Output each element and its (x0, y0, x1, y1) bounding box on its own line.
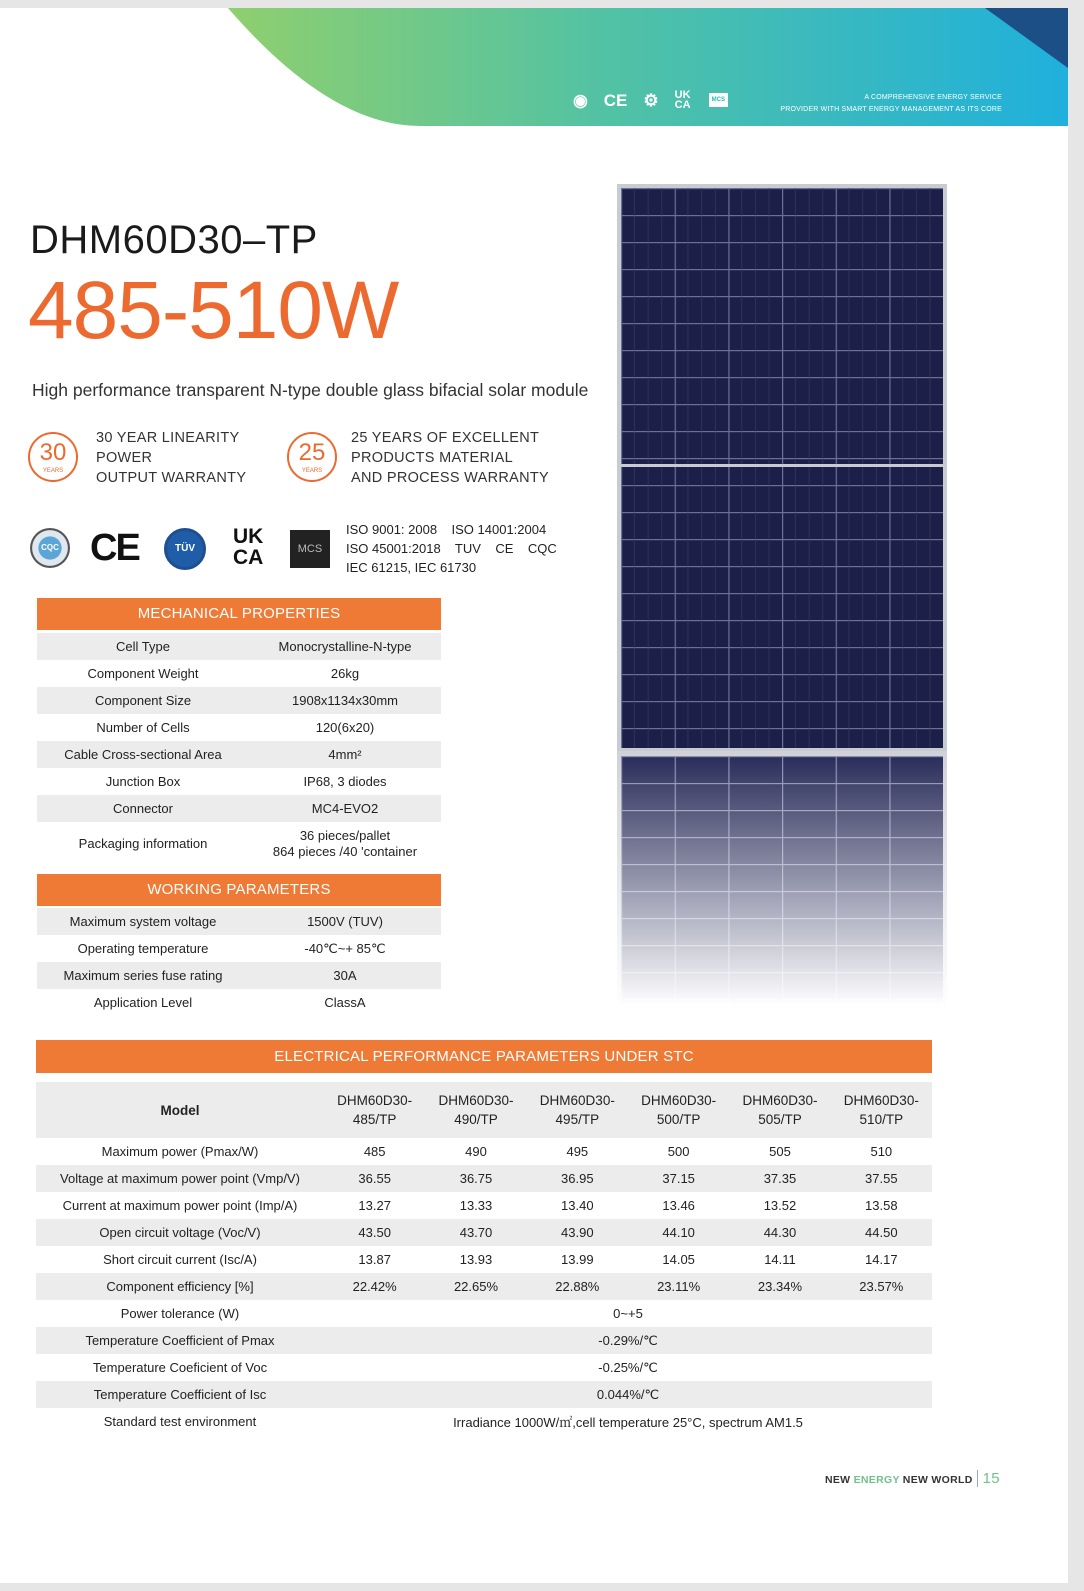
warranty-30-badge (28, 432, 78, 482)
table-row (36, 1165, 932, 1192)
row-label: Number of Cells (96, 720, 190, 735)
tuv-strip-icon: ⚙ (643, 90, 659, 110)
warranty-25-badge (287, 432, 337, 482)
table-row (37, 795, 441, 822)
tuv-logo: TÜV (164, 528, 206, 570)
uk-text: UK (233, 525, 264, 548)
model-column-header (831, 1082, 932, 1138)
certification-line: ISO 45001:2018 TUV CE CQC (346, 541, 557, 556)
row-value: 14.11 (764, 1252, 796, 1267)
datasheet-page (0, 8, 1068, 1583)
model-name-line: 490/TP (454, 1112, 498, 1127)
row-value: 510 (870, 1144, 893, 1159)
row-value: 0~+5 (613, 1306, 643, 1321)
row-value: 22.42% (324, 1273, 425, 1300)
model-column-header (729, 1082, 830, 1138)
model-name-line: 510/TP (859, 1112, 904, 1127)
warranty-line: AND PROCESS WARRANTY (351, 470, 550, 486)
table-row (37, 714, 441, 741)
table-row (36, 1138, 932, 1165)
model-name-line: DHM60D30- (843, 1093, 919, 1108)
row-value: 23.57% (831, 1273, 932, 1300)
row-value: IP68, 3 diodes (303, 774, 387, 789)
row-label: Cable Cross-sectional Area (37, 741, 249, 768)
row-value: 13.58 (865, 1198, 898, 1213)
table-row (37, 935, 441, 962)
tagline-line-1: A COMPREHENSIVE ENERGY SERVICE (864, 94, 1002, 101)
mechanical-table (37, 633, 441, 866)
row-value: 23.34% (729, 1273, 830, 1300)
panel-reflection (621, 756, 943, 1006)
row-label: Application Level (93, 995, 193, 1010)
row-value: -0.29%/℃ (324, 1327, 932, 1354)
row-value: 14.17 (865, 1252, 898, 1267)
mcs-logo: MCS (290, 530, 330, 568)
table-row (36, 1246, 932, 1273)
model-name-line: DHM60D30- (641, 1093, 717, 1108)
row-value: 4mm² (249, 741, 441, 768)
row-value (249, 822, 441, 866)
certification-line: IEC 61215, IEC 61730 (346, 560, 477, 575)
product-subtitle: High performance transparent N-type double glass bifacial solar module (32, 380, 589, 400)
badge-number: 30 (39, 439, 67, 466)
row-value: 500 (667, 1144, 690, 1159)
table-row (37, 822, 441, 866)
row-value: MC4-EVO2 (249, 795, 441, 822)
table-row (36, 1381, 932, 1408)
model-name-line: 485/TP (352, 1112, 397, 1127)
footer-text: NEW WORLD (899, 1474, 973, 1486)
model-column-header (628, 1082, 729, 1138)
row-label: Packaging information (78, 836, 208, 851)
page-footer (825, 1470, 1000, 1487)
electrical-header: ELECTRICAL PERFORMANCE PARAMETERS UNDER STC (36, 1040, 932, 1073)
footer-text-green: ENERGY (853, 1474, 900, 1486)
table-row (36, 1354, 932, 1381)
row-label: Cell Type (37, 633, 249, 660)
footer-text: NEW (825, 1474, 854, 1486)
mcs-strip-label: MCS (709, 93, 728, 107)
row-label: Maximum power (Pmax/W) (101, 1144, 259, 1159)
row-value: 23.11% (628, 1273, 729, 1300)
row-label: Standard test environment (103, 1414, 257, 1429)
table-row (37, 908, 441, 935)
ca-text: CA (233, 546, 264, 569)
model-column-header (324, 1082, 425, 1138)
row-value: 0.044%/℃ (324, 1381, 932, 1408)
model-name-line: 495/TP (555, 1112, 600, 1127)
warranty-line: OUTPUT WARRANTY (96, 470, 247, 486)
row-value: 37.55 (831, 1165, 932, 1192)
row-value: 13.52 (763, 1198, 797, 1213)
row-label: Component efficiency [%] (36, 1273, 324, 1300)
warranty-25-text (351, 428, 549, 488)
working-table (37, 908, 441, 1016)
row-value: 44.10 (628, 1219, 729, 1246)
row-label: Power tolerance (W) (120, 1306, 240, 1321)
row-label: Temperature Coefficient of Pmax (36, 1327, 324, 1354)
row-value: 13.33 (459, 1198, 493, 1213)
table-row (37, 989, 441, 1016)
row-label: Junction Box (105, 774, 181, 789)
row-label: Temperature Coeficient of Voc (92, 1360, 268, 1375)
row-value: 44.50 (831, 1219, 932, 1246)
working-header: WORKING PARAMETERS (37, 874, 441, 906)
row-value: 13.40 (561, 1198, 594, 1213)
row-value: 36.75 (425, 1165, 526, 1192)
badge-number: 25 (298, 439, 326, 466)
table-row (36, 1408, 932, 1435)
ukca-logo (233, 526, 273, 568)
model-column-header: Model (36, 1082, 324, 1138)
row-value: Monocrystalline-N-type (249, 633, 441, 660)
row-value-line: 864 pieces /40 'container (272, 844, 418, 859)
row-value: 37.35 (729, 1165, 830, 1192)
electrical-table (36, 1082, 932, 1435)
row-label: Connector (37, 795, 249, 822)
model-name-line: 505/TP (758, 1112, 802, 1127)
ce-logo: CE (90, 527, 139, 569)
warranty-line: POWER (96, 450, 153, 466)
badge-unit: YEARS (42, 468, 64, 474)
row-value: 490 (465, 1144, 487, 1159)
model-name-line: DHM60D30- (438, 1093, 514, 1108)
row-label: Maximum system voltage (37, 908, 249, 935)
model-title: DHM60D30–TP (30, 218, 318, 262)
row-value: 22.88% (527, 1273, 628, 1300)
row-value: 43.50 (324, 1219, 425, 1246)
row-value: 495 (566, 1144, 589, 1159)
row-value: 14.05 (662, 1252, 695, 1267)
row-value: 120(6x20) (315, 720, 375, 735)
table-row (37, 741, 441, 768)
table-row (36, 1219, 932, 1246)
row-value: 43.70 (425, 1219, 526, 1246)
row-value: 36.95 (527, 1165, 628, 1192)
warranty-line: 30 YEAR LINEARITY (96, 430, 240, 446)
model-name-line: DHM60D30- (742, 1093, 818, 1108)
table-row (36, 1300, 932, 1327)
table-row (36, 1273, 932, 1300)
row-value: -0.25%/℃ (598, 1359, 658, 1375)
page-number: 15 (977, 1470, 1000, 1487)
row-label: Current at maximum power point (Imp/A) (62, 1198, 298, 1213)
header-tagline (780, 92, 1002, 116)
row-value: 13.93 (459, 1252, 493, 1267)
row-value-line: 36 pieces/pallet (299, 828, 391, 843)
tagline-line-2: PROVIDER WITH SMART ENERGY MANAGEMENT AS ITS CORE (780, 106, 1002, 113)
row-value: 13.27 (358, 1198, 391, 1213)
power-range: 485-510W (28, 265, 399, 356)
cqc-logo: CQC (30, 528, 70, 568)
table-row (37, 660, 441, 687)
row-value: -40℃~+ 85℃ (304, 940, 386, 956)
certification-list (346, 520, 557, 577)
row-value: 505 (769, 1144, 791, 1159)
model-name-line: DHM60D30- (539, 1093, 615, 1108)
row-label: Short circuit current (Isc/A) (103, 1252, 257, 1267)
certification-line: ISO 9001: 2008 ISO 14001:2004 (346, 522, 547, 537)
ukca-strip-label: UK CA (674, 89, 691, 111)
row-value: 43.90 (527, 1219, 628, 1246)
table-header-row (36, 1082, 932, 1138)
table-row (37, 768, 441, 795)
model-column-header (527, 1082, 628, 1138)
row-value: 13.46 (662, 1198, 695, 1213)
warranty-30-text (96, 428, 246, 488)
row-value: 22.65% (425, 1273, 526, 1300)
row-value: 13.99 (561, 1252, 594, 1267)
table-row (36, 1327, 932, 1354)
ce-strip-label: CE (603, 90, 628, 110)
badge-unit: YEARS (301, 468, 323, 474)
solar-panel-image (617, 184, 947, 752)
row-value: 26kg (330, 666, 360, 681)
row-value: 1908x1134x30mm (249, 687, 441, 714)
row-value: 13.87 (358, 1252, 391, 1267)
row-value: Irradiance 1000W/㎡,cell temperature 25°C, spectrum AM1.5 (453, 1415, 803, 1430)
row-value: 44.30 (729, 1219, 830, 1246)
row-label: Component Size (37, 687, 249, 714)
row-value: 1500V (TUV) (249, 908, 441, 935)
table-row (37, 633, 441, 660)
model-column-header (425, 1082, 526, 1138)
row-value: ClassA (324, 995, 366, 1010)
warranty-line: 25 YEARS OF EXCELLENT (351, 430, 540, 446)
row-value: 485 (363, 1144, 386, 1159)
table-row (36, 1192, 932, 1219)
row-label: Operating temperature (77, 941, 209, 956)
panel-cells (621, 188, 943, 748)
row-value: 37.15 (628, 1165, 729, 1192)
table-row (37, 687, 441, 714)
row-label: Voltage at maximum power point (Vmp/V) (36, 1165, 324, 1192)
row-label: Component Weight (87, 666, 199, 681)
mechanical-header: MECHANICAL PROPERTIES (37, 598, 441, 630)
model-name-line: 500/TP (656, 1112, 701, 1127)
cqc-strip-icon: ◉ (572, 90, 588, 110)
row-value: 36.55 (324, 1165, 425, 1192)
model-name-line: DHM60D30- (337, 1093, 413, 1108)
row-label: Open circuit voltage (Voc/V) (36, 1219, 324, 1246)
row-label: Maximum series fuse rating (37, 962, 249, 989)
table-row (37, 962, 441, 989)
warranty-line: PRODUCTS MATERIAL (351, 450, 513, 466)
row-value: 30A (249, 962, 441, 989)
row-label: Temperature Coefficient of Isc (36, 1381, 324, 1408)
header-cert-strip (573, 90, 728, 110)
